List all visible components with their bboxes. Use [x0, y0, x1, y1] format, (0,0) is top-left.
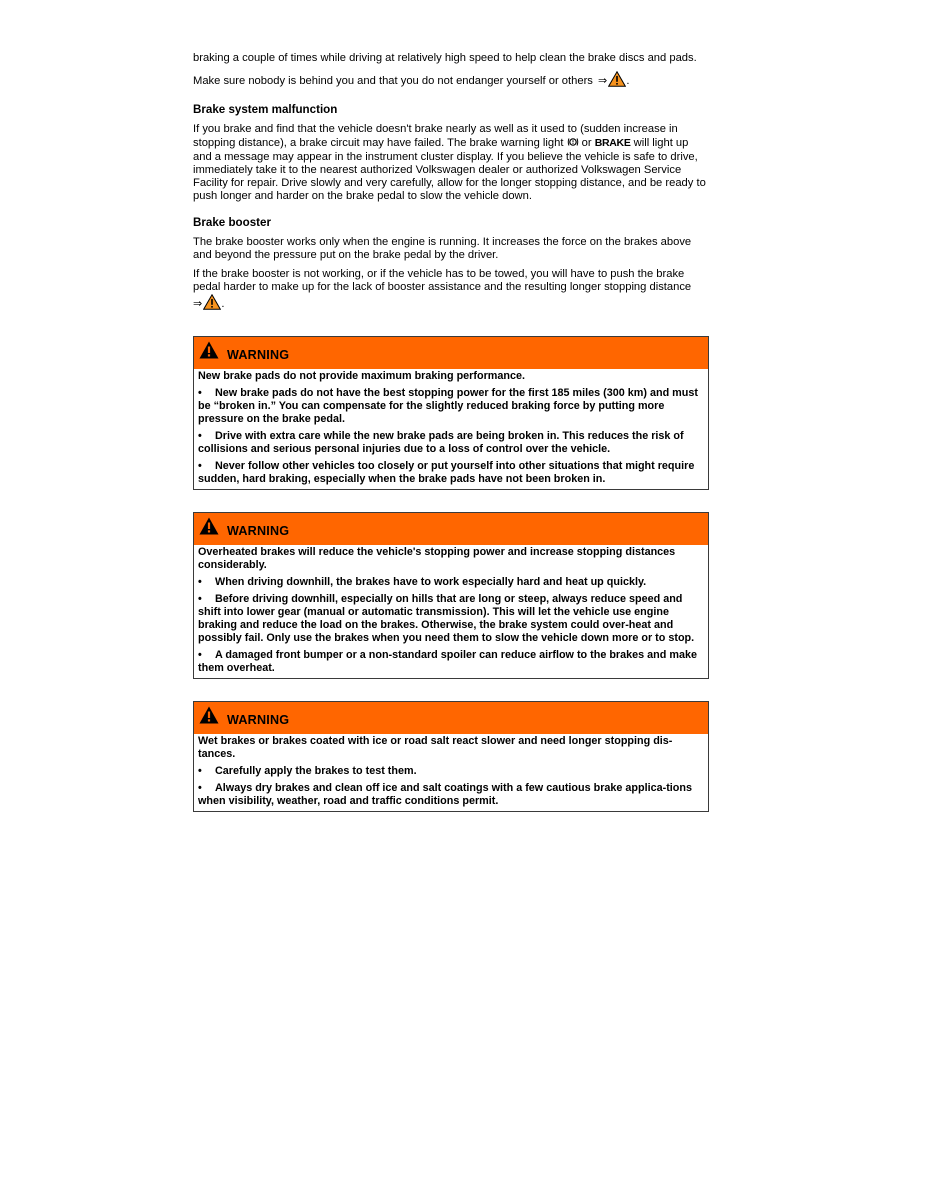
- warning-item-text: Never follow other vehicles too closely or put yourself into other situations that might require sudden, hard braking, especially when the brake pads have not been broken in.: [198, 459, 695, 485]
- intro-line-1: braking a couple of times while driving at relatively high speed to help clean the brake discs and pads.: [193, 52, 697, 64]
- intro-line-2-text: Make sure nobody is behind you and that you do not endanger yourself or others: [193, 75, 593, 88]
- warning-box-wet-brakes: [193, 701, 709, 812]
- malfunction-or: or: [581, 136, 592, 149]
- warning-title: WARNING: [227, 712, 290, 727]
- warning-item-text: Carefully apply the brakes to test them.: [215, 764, 417, 777]
- page-content: [193, 52, 709, 812]
- warning-box-overheated: [193, 512, 709, 679]
- warning-triangle-icon[interactable]: [203, 294, 221, 314]
- warning-item-text: A damaged front bumper or a non-standard spoiler can reduce airflow to the brakes and make them overheat.: [198, 648, 697, 674]
- warning-item: [198, 765, 704, 778]
- warning-intro: Overheated brakes will reduce the vehicle's stopping power and increase stopping distances considerably.: [198, 545, 676, 571]
- warning-item-text: Drive with extra care while the new brake pads are being broken in. This reduces the risk of collisions and serious personal injuries due to a loss of control over the vehicle.: [198, 429, 684, 455]
- cross-reference-arrow: ⇒: [598, 75, 608, 88]
- bullet: •: [198, 429, 202, 442]
- intro-end: .: [626, 75, 630, 88]
- warning-title: WARNING: [227, 523, 290, 538]
- hazard-icon: [199, 517, 219, 540]
- hazard-icon: [199, 341, 219, 364]
- booster-paragraph-2: [193, 268, 709, 315]
- bullet: •: [198, 592, 202, 605]
- bullet: •: [198, 648, 202, 661]
- brake-warning-light-icon: [567, 137, 579, 151]
- warning-item-text: When driving downhill, the brakes have to work especially hard and heat up quickly.: [215, 575, 647, 588]
- intro-line-2: [193, 71, 709, 91]
- warning-title: WARNING: [227, 347, 290, 362]
- warning-intro: Wet brakes or brakes coated with ice or road salt react slower and need longer stopping dis-tances.: [198, 734, 673, 760]
- bullet: •: [198, 764, 202, 777]
- warning-item: [198, 649, 704, 675]
- warning-item: [198, 430, 704, 456]
- malfunction-heading: Brake system malfunction: [193, 103, 338, 117]
- booster-paragraph-2-text: If the brake booster is not working, or if the vehicle has to be towed, you will have to push the brake pedal harder to make up for the lack of booster assistance and the resulting longer stopping distance: [193, 268, 692, 294]
- bullet: •: [198, 781, 202, 794]
- warning-intro: New brake pads do not provide maximum braking performance.: [198, 369, 525, 382]
- booster-paragraph-1: The brake booster works only when the engine is running. It increases the force on the brakes above and beyond the pressure put on the brake pedal by the driver.: [193, 235, 692, 261]
- booster-heading: Brake booster: [193, 215, 271, 229]
- brake-indicator-label: BRAKE: [594, 136, 631, 149]
- warning-item-text: Before driving downhill, especially on hills that are long or steep, always reduce speed and shift into lower gear (manual or automatic transmission). This will let the vehicle use engine braking and reduce the load on the brakes. Otherwise, the brake system could over-heat and possibly fail. Only use the brakes when you need them to slow the vehicle down more or to stop.: [198, 592, 695, 644]
- warning-body: [194, 545, 708, 678]
- booster-end: .: [221, 298, 225, 311]
- warning-triangle-icon[interactable]: [608, 71, 626, 91]
- malfunction-paragraph: [193, 123, 709, 203]
- malfunction-text-a: If you brake and find that the vehicle doesn't brake nearly as well as it used to (sudden increase in stopping distance), a brake circuit may have failed. The brake warning light: [193, 123, 678, 149]
- bullet: •: [198, 386, 202, 399]
- cross-reference-arrow: ⇒: [193, 298, 203, 311]
- malfunction-text-b: will light up and a message may appear in the instrument cluster display. If you believe the vehicle is safe to drive, immediately take it to the nearest authorized Volkswagen dealer or authorized Volkswagen Service Facility for repair. Drive slowly and very carefully, allow for the longer stopping distance, and be ready to push longer and harder on the brake pedal to slow the vehicle down.: [193, 136, 706, 203]
- hazard-icon: [199, 706, 219, 729]
- bullet: •: [198, 575, 202, 588]
- warning-header: [194, 513, 708, 545]
- warning-body: [194, 734, 708, 811]
- warning-item-text: Always dry brakes and clean off ice and salt coatings with a few cautious brake applica-tions when visibility, weather, road and traffic conditions permit.: [198, 781, 693, 807]
- warning-item: [198, 593, 704, 645]
- warning-item: [198, 782, 704, 808]
- warning-box-new-pads: [193, 336, 709, 490]
- warning-item-text: New brake pads do not have the best stopping power for the first 185 miles (300 km) and must be “broken in.” You can compensate for the slightly reduced braking force by putting more pressure on the brake pedal.: [198, 386, 698, 425]
- bullet: •: [198, 459, 202, 472]
- warning-item: [198, 576, 704, 589]
- warning-item: [198, 460, 704, 486]
- warning-header: [194, 702, 708, 734]
- warning-item: [198, 387, 704, 426]
- warning-header: [194, 337, 708, 369]
- warning-body: [194, 369, 708, 489]
